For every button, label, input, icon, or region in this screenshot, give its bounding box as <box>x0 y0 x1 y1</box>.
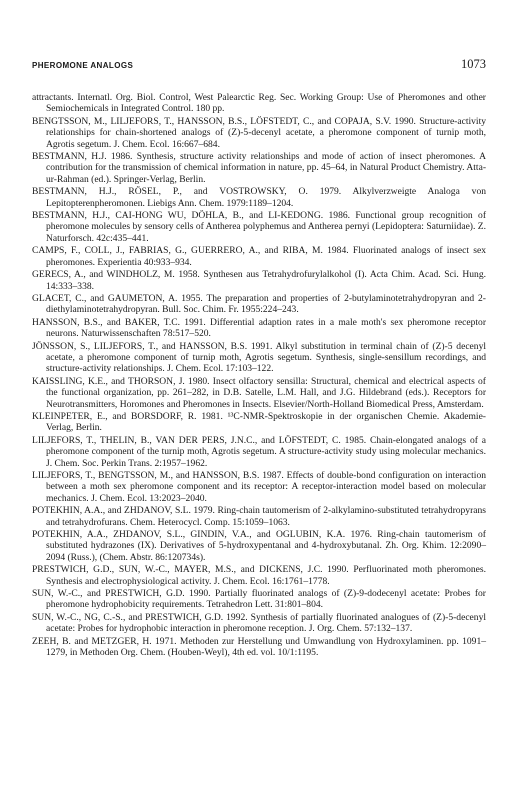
reference-entry: LILJEFORS, T., THELIN, B., VAN DER PERS, J.N.C., and LÖFSTEDT, C. 1985. Chain-elongated analogs of a pheromone component of the turnip moth, Agrotis segetum. A structure-activity study using molecular mechanics. J. Chem. Soc. Perkin Trans. 2:1957–1962. <box>32 434 486 469</box>
reference-list <box>32 92 486 660</box>
reference-entry: BESTMANN, H.J. 1986. Synthesis, structure activity relationships and mode of action of insect pheromones. A contribution for the transmission of chemical information in nature, pp. 45–64, in Natural Product Chemistry. Atta-ur-Rahman (ed.). Springer-Verlag, Berlin. <box>32 151 486 185</box>
reference-entry: SUN, W.-C., NG, C.-S., and PRESTWICH, G.D. 1992. Synthesis of partially fluorinated analogues of (Z)-5-decenyl acetate: Probes for hydrophobic interaction in pheromone reception. J. Org. Chem. 57:132–137. <box>32 611 486 635</box>
reference-entry: SUN, W.-C., and PRESTWICH, G.D. 1990. Partially fluorinated analogs of (Z)-9-dodecenyl acetate: Probes for pheromone hydrophobicity requirements. Tetrahedron Lett. 31:801–804. <box>32 588 486 611</box>
reference-entry: POTEKHIN, A.A., ZHDANOV, S.L., GINDIN, V.A., and OGLUBIN, K.A. 1976. Ring-chain tautomerism of substituted hydrazones (IX). Derivatives of 5-hydroxypentanal and 4-hydroxybutanal. Zh. Org. Khim. 12:2090–2094 (Russ.), (Chem. Abstr. 86:120734s). <box>32 529 486 563</box>
reference-entry: POTEKHIN, A.A., and ZHDANOV, S.L. 1979. Ring-chain tautomerism of 2-alkylamino-substituted tetrahydropyrans and tetrahydrofurans. Chem. Heterocycl. Comp. 15:1059–1063. <box>32 505 486 528</box>
page-header <box>32 57 486 73</box>
reference-entry: LILJEFORS, T., BENGTSSON, M., and HANSSON, B.S. 1987. Effects of double-bond configuration on interaction between a moth sex pheromone component and its receptor: A receptor-interaction model based on molecular mechanics. J. Chem. Ecol. 13:2023–2040. <box>32 470 486 504</box>
reference-entry: BESTMANN, H.J., RÖSEL, P., and VOSTROWSKY, O. 1979. Alkylverzweigte Analoga von Lepitopterenpheromonen. Liebigs Ann. Chem. 1979:1189–1204. <box>32 186 486 209</box>
reference-entry: KAISSLING, K.E., and THORSON, J. 1980. Insect olfactory sensilla: Structural, chemical and electrical aspects of the functional organization, pp. 261–282, in D.B. Satelle, L.M. Hall, and J.G. Hildebrand (eds.). Receptors for Neurotransmitters, Horomones and Pheromones in Insects. Elsevier/North-Holland Biomedical Press, Amsterdam. <box>32 375 486 410</box>
reference-entry: ZEEH, B. and METZGER, H. 1971. Methoden zur Herstellung und Umwandlung von Hydroxylaminen. pp. 1091–1279, in Methoden Org. Chem. (Houben-Weyl), 4th ed. vol. 10/1:1195. <box>32 635 486 659</box>
running-head: PHEROMONE ANALOGS <box>32 61 134 70</box>
reference-entry: BESTMANN, H.J., CAI-HONG WU, DÖHLA, B., and LI-KEDONG. 1986. Functional group recognition of pheromone molecules by sensory cells of Antherea polyphemus and Antherea pernyi (Lepidoptera: Saturniidae). Z. Naturforsch. 42c:435–441. <box>32 210 486 244</box>
reference-entry: GLACET, C., and GAUMETON, A. 1955. The preparation and properties of 2-butylaminotetrahydropyran and 2-diethylaminotetrahydropyran. Bull. Soc. Chim. Fr. 1955:224–243. <box>32 292 486 316</box>
page-number: 1073 <box>461 57 486 71</box>
reference-entry: BENGTSSON, M., LILJEFORS, T., HANSSON, B.S., LÖFSTEDT, C., and COPAJA, S.V. 1990. Structure-activity relationships for chain-shortened analogs of (Z)-5-decenyl acetate, a pheromone component of turnip moth, Agrotis segetum. J. Chem. Ecol. 16:667–684. <box>32 115 486 150</box>
reference-entry: CAMPS, F., COLL, J., FABRIAS, G., GUERRERO, A., and RIBA, M. 1984. Fluorinated analogs of insect sex pheromones. Experientia 40:933–934. <box>32 245 486 268</box>
reference-entry: HANSSON, B.S., and BAKER, T.C. 1991. Differential adaption rates in a male moth's sex pheromone receptor neurons. Naturwissenschaften 78:517–520. <box>32 316 486 340</box>
reference-entry: attractants. Internatl. Org. Biol. Control, West Palearctic Reg. Sec. Working Group: Use of Pheromones and other Semiochemicals in Integrated Control. 180 pp. <box>32 92 486 115</box>
reference-entry: PRESTWICH, G.D., SUN, W.-C., MAYER, M.S., and DICKENS, J.C. 1990. Perfluorinated moth pheromones. Synthesis and electrophysiological activity. J. Chem. Ecol. 16:1761–1778. <box>32 564 486 587</box>
reference-entry: GERECS, A., and WINDHOLZ, M. 1958. Synthesen aus Tetrahydrofurylalkohol (I). Acta Chim. Acad. Sci. Hung. 14:333–338. <box>32 269 486 292</box>
reference-entry: KLEINPETER, E., and BORSDORF, R. 1981. ¹³C-NMR-Spektroskopie in der organischen Chemie. Akademie-Verlag, Berlin. <box>32 410 486 434</box>
reference-entry: JÖNSSON, S., LILJEFORS, T., and HANSSON, B.S. 1991. Alkyl substitution in terminal chain of (Z)-5 decenyl acetate, a pheromone component of turnip moth, Agrotis segetum. Synthesis, single-sensillum recordings, and structure-activity relationships. J. Chem. Ecol. 17:103–122. <box>32 340 486 375</box>
